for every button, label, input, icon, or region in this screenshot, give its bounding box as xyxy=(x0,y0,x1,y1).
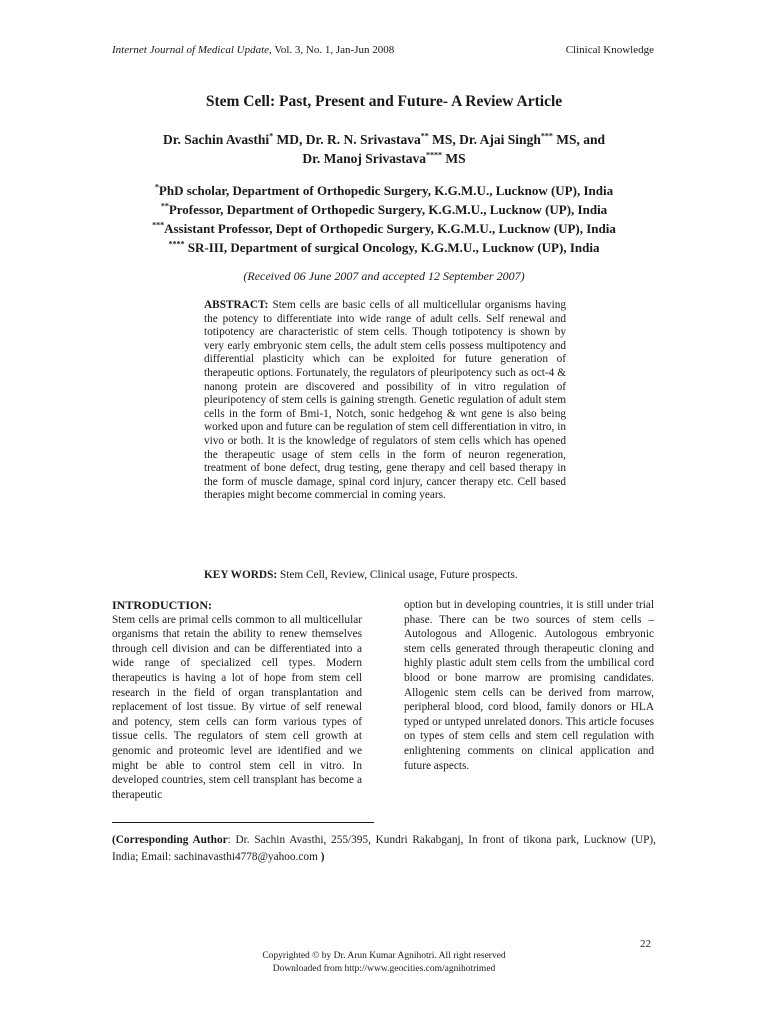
page-number: 22 xyxy=(640,938,651,950)
copyright-line: Copyrighted © by Dr. Arun Kumar Agnihotri. All right reserved xyxy=(262,951,506,961)
download-line: Downloaded from http://www.geocities.com/agnihotrimed xyxy=(272,964,496,974)
author-name: Dr. Ajai Singh xyxy=(459,132,541,147)
keywords xyxy=(204,569,566,581)
affiliation-list xyxy=(90,181,678,257)
author-mark: * xyxy=(269,131,274,141)
corresponding-author xyxy=(112,832,656,866)
affiliation-text: PhD scholar, Department of Orthopedic Surgery, K.G.M.U., Lucknow (UP), India xyxy=(158,183,614,198)
section-name: Clinical Knowledge xyxy=(565,44,654,56)
author-mark: *** xyxy=(540,131,553,141)
journal-citation xyxy=(112,44,394,56)
author-mark: ** xyxy=(420,131,429,141)
affiliation-text: Professor, Department of Orthopedic Surgery, K.G.M.U., Lucknow (UP), India xyxy=(168,202,608,217)
author-degree: MS xyxy=(445,151,466,166)
author-4 xyxy=(302,151,465,166)
author-name: Dr. Sachin Avasthi xyxy=(163,132,270,147)
article-title: Stem Cell: Past, Present and Future- A Review Article xyxy=(205,93,563,110)
abstract xyxy=(204,299,566,503)
author-list xyxy=(100,130,668,168)
affiliation-mark: *** xyxy=(152,220,165,230)
affiliation-mark: * xyxy=(154,182,159,192)
affiliation-2 xyxy=(90,200,678,219)
author-3 xyxy=(459,132,605,147)
author-mark: **** xyxy=(426,150,442,160)
keywords-text: Stem Cell, Review, Clinical usage, Future prospects. xyxy=(279,569,518,581)
corresponding-close: ) xyxy=(320,851,325,863)
received-dates: (Received 06 June 2007 and accepted 12 September 2007) xyxy=(243,269,525,283)
author-1 xyxy=(163,132,302,147)
journal-volume: Vol. 3, No. 1, Jan-Jun 2008 xyxy=(274,44,395,56)
corresponding-label: (Corresponding Author xyxy=(112,834,228,846)
author-degree: MS, and xyxy=(556,132,605,147)
author-name: Dr. R. N. Srivastava xyxy=(305,132,421,147)
introduction-right-column xyxy=(404,598,654,773)
author-degree: MS, xyxy=(432,132,456,147)
footnote-rule xyxy=(112,822,374,823)
author-degree: MD, xyxy=(276,132,303,147)
journal-name: Internet Journal of Medical Update, xyxy=(112,44,272,56)
affiliation-text: SR-III, Department of surgical Oncology, K.G.M.U., Lucknow (UP), India xyxy=(187,240,600,255)
abstract-text: Stem cells are basic cells of all multicellular organisms having the potency to differentiate into wide range of adult cells. Self renewal and totipotency are characteristic of stem cells. Though totipotency is shown by very early embryonic stem cells, the adult stem cells possess multipotency and differential plasticity which can be exploited for future generation of therapeutic options. Fortunately, the regulators of pleuripotency such as oct-4 & nanong protein are discovered and possibility of in vitro regulation of pleuripotency of stem cells is gaining strength. Genetic regulation of adult stem cells in the form of Bmi-1, Notch, sonic hedgehog & wnt gene is also being worked upon and future can be regulation of stem cell differentiation in vitro, in vivo or both. It is the knowledge of regulators of stem cells which has opened the therapeutic usage of stem cells in the form of neuron regeneration, treatment of bone defect, drug testing, gene therapy and cell based therapy in the form of muscle damage, spinal cord injury, cancer therapy etc. Cell based therapies might become commercial in coming years. xyxy=(204,299,567,502)
affiliation-mark: **** xyxy=(168,239,185,249)
affiliation-3 xyxy=(90,219,678,238)
page-footer xyxy=(0,950,768,976)
author-2 xyxy=(306,132,456,147)
affiliation-text: Assistant Professor, Dept of Orthopedic Surgery, K.G.M.U., Lucknow (UP), India xyxy=(164,221,616,236)
author-name: Dr. Manoj Srivastava xyxy=(302,151,426,166)
corresponding-text: : Dr. Sachin Avasthi, 255/395, Kundri Rakabganj, In front of tikona park, Lucknow (UP), India; Email: sachinavasthi4778@yahoo.com xyxy=(112,834,656,863)
introduction-left-text: Stem cells are primal cells common to all multicellular organisms that retain the ability to renew themselves through cell division and can be differentiated into a wide range of specialized cell types. Modern therapeutics is having a lot of hope from stem cell research in the field of organ transplantation and replacement of lost tissue. By virtue of self renewal and potency, stem cells can form various types of tissue cells. The regulators of stem cell growth at genomic and proteomic level are identified and we might be able to control stem cell in vitro. In developed countries, stem cell transplant has become a therapeutic xyxy=(112,613,362,801)
keywords-label: KEY WORDS: xyxy=(204,569,278,581)
affiliation-4 xyxy=(90,238,678,257)
running-head xyxy=(112,44,654,56)
introduction-left-column xyxy=(112,598,362,802)
introduction-right-text: option but in developing countries, it is still under trial phase. There can be two sources of stem cells – Autologous and Allogenic. Autologous embryonic stem cells generated through therapeutic cloning and highly plastic adult stem cells from the umbilical cord blood or bone marrow are promising candidates. Allogenic stem cells can be derived from marrow, peripheral blood, cord blood, family donors or HLA typed or untyped unrelated donors. This article focuses on types of stem cells and stem cell regulation with enlightening comments on clinical application and future aspects. xyxy=(404,599,654,772)
introduction-heading: INTRODUCTION: xyxy=(112,598,213,612)
affiliation-1 xyxy=(90,181,678,200)
abstract-label: ABSTRACT: xyxy=(204,299,269,311)
affiliation-mark: ** xyxy=(160,201,169,211)
